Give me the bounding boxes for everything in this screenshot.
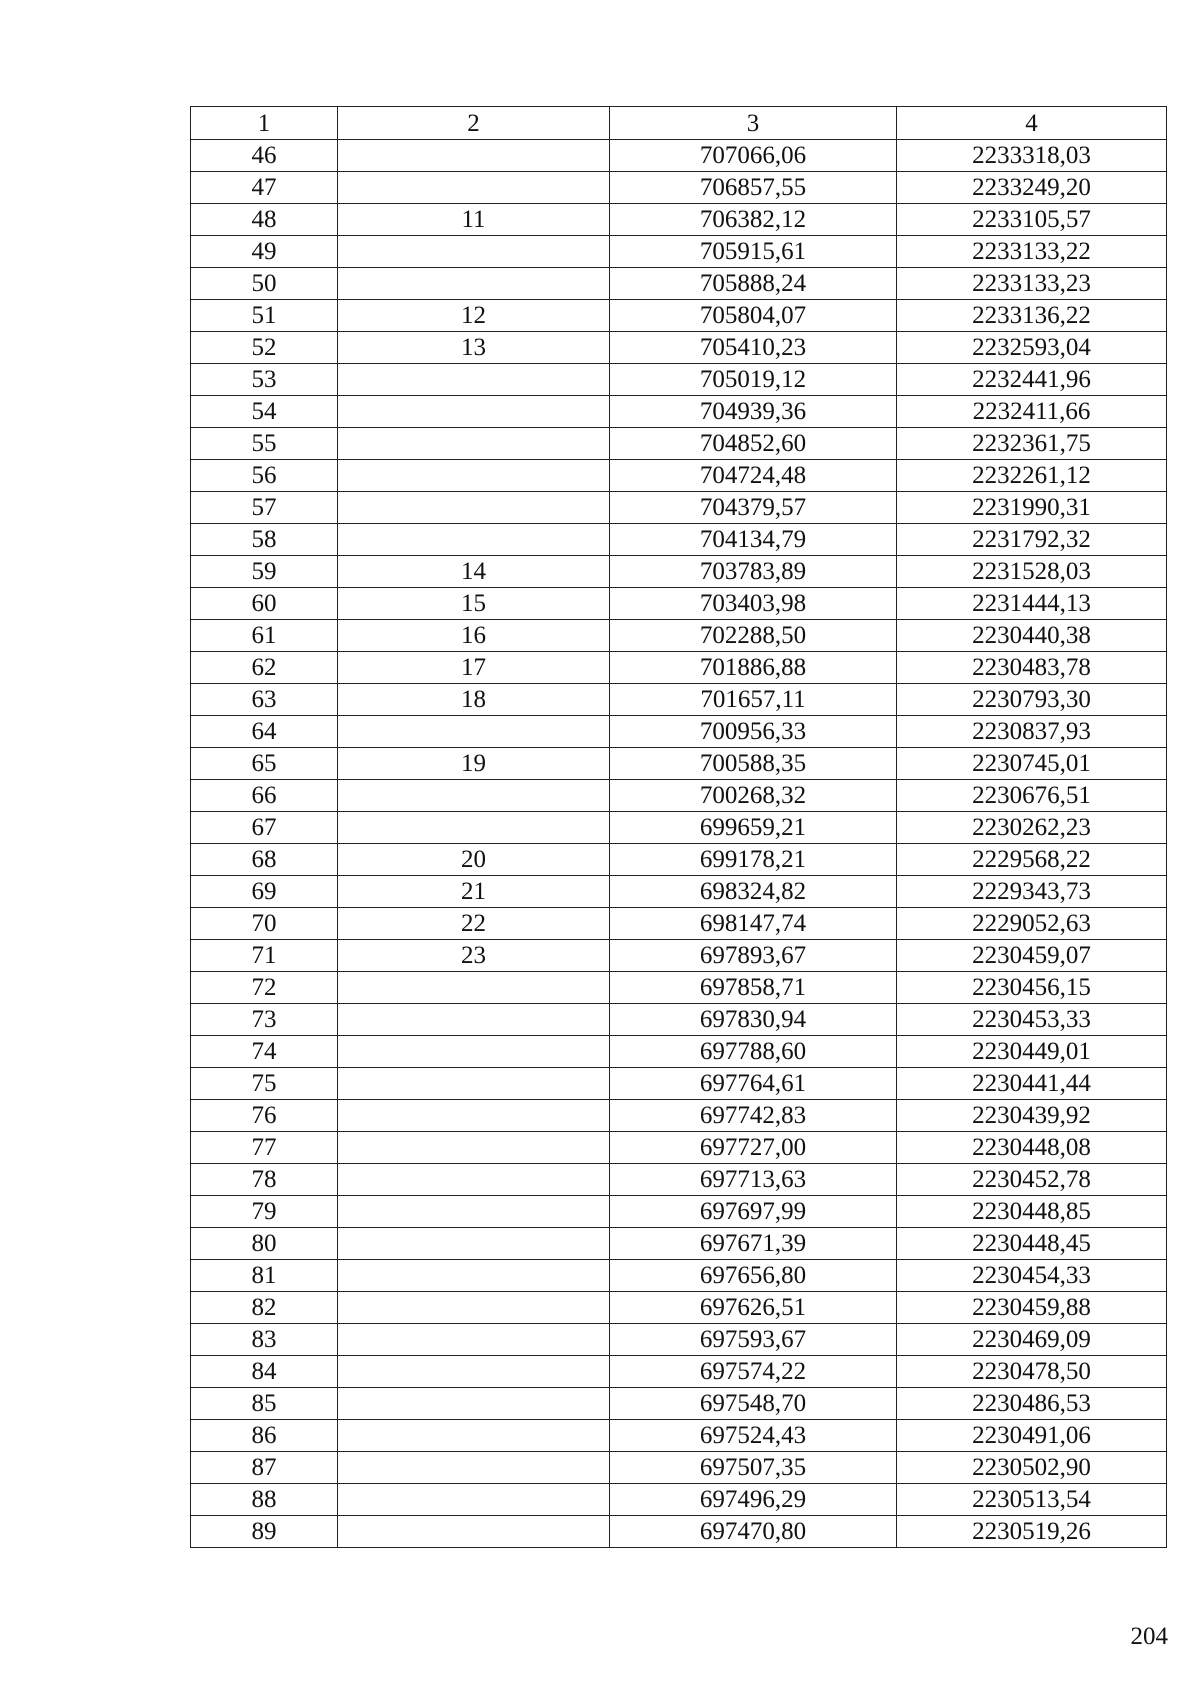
point-number-cell: 84 — [191, 1356, 338, 1388]
section-number-cell — [338, 1292, 610, 1324]
section-number-cell — [338, 1388, 610, 1420]
y-coordinate-cell: 2230676,51 — [897, 780, 1167, 812]
y-coordinate-cell: 2232261,12 — [897, 460, 1167, 492]
point-number-cell: 48 — [191, 204, 338, 236]
point-number-cell: 62 — [191, 652, 338, 684]
x-coordinate-cell: 704134,79 — [610, 524, 897, 556]
point-number-cell: 57 — [191, 492, 338, 524]
table-row — [191, 1164, 1167, 1196]
y-coordinate-cell: 2230459,88 — [897, 1292, 1167, 1324]
section-number-cell: 17 — [338, 652, 610, 684]
section-number-cell — [338, 364, 610, 396]
x-coordinate-cell: 697697,99 — [610, 1196, 897, 1228]
section-number-cell — [338, 1132, 610, 1164]
x-coordinate-cell: 703403,98 — [610, 588, 897, 620]
section-number-cell — [338, 1516, 610, 1548]
table-row — [191, 812, 1167, 844]
section-number-cell — [338, 172, 610, 204]
table-row — [191, 1228, 1167, 1260]
table-row — [191, 1292, 1167, 1324]
section-number-cell — [338, 1420, 610, 1452]
x-coordinate-cell: 697593,67 — [610, 1324, 897, 1356]
table-row — [191, 716, 1167, 748]
y-coordinate-cell: 2230454,33 — [897, 1260, 1167, 1292]
y-coordinate-cell: 2230456,15 — [897, 972, 1167, 1004]
point-number-cell: 60 — [191, 588, 338, 620]
table-row — [191, 844, 1167, 876]
section-number-cell — [338, 460, 610, 492]
point-number-cell: 50 — [191, 268, 338, 300]
table-row — [191, 780, 1167, 812]
table-row — [191, 492, 1167, 524]
table-row — [191, 1388, 1167, 1420]
y-coordinate-cell: 2230452,78 — [897, 1164, 1167, 1196]
x-coordinate-cell: 705804,07 — [610, 300, 897, 332]
section-number-cell: 11 — [338, 204, 610, 236]
section-number-cell — [338, 1004, 610, 1036]
table-row — [191, 1196, 1167, 1228]
table-row — [191, 620, 1167, 652]
y-coordinate-cell: 2232411,66 — [897, 396, 1167, 428]
y-coordinate-cell: 2233133,23 — [897, 268, 1167, 300]
point-number-cell: 66 — [191, 780, 338, 812]
point-number-cell: 74 — [191, 1036, 338, 1068]
table-row — [191, 460, 1167, 492]
y-coordinate-cell: 2229568,22 — [897, 844, 1167, 876]
section-number-cell: 20 — [338, 844, 610, 876]
page-number: 204 — [1130, 1623, 1168, 1650]
x-coordinate-cell: 697507,35 — [610, 1452, 897, 1484]
x-coordinate-cell: 697742,83 — [610, 1100, 897, 1132]
x-coordinate-cell: 699178,21 — [610, 844, 897, 876]
point-number-cell: 65 — [191, 748, 338, 780]
section-number-cell — [338, 1484, 610, 1516]
y-coordinate-cell: 2230519,26 — [897, 1516, 1167, 1548]
y-coordinate-cell: 2230483,78 — [897, 652, 1167, 684]
point-number-cell: 55 — [191, 428, 338, 460]
x-coordinate-cell: 705019,12 — [610, 364, 897, 396]
table-row — [191, 908, 1167, 940]
y-coordinate-cell: 2230459,07 — [897, 940, 1167, 972]
section-number-cell — [338, 1452, 610, 1484]
table-row — [191, 332, 1167, 364]
table-row — [191, 972, 1167, 1004]
y-coordinate-cell: 2233249,20 — [897, 172, 1167, 204]
section-number-cell — [338, 1036, 610, 1068]
section-number-cell — [338, 524, 610, 556]
point-number-cell: 63 — [191, 684, 338, 716]
table-row — [191, 652, 1167, 684]
y-coordinate-cell: 2233133,22 — [897, 236, 1167, 268]
x-coordinate-cell: 697626,51 — [610, 1292, 897, 1324]
table-row — [191, 268, 1167, 300]
x-coordinate-cell: 701657,11 — [610, 684, 897, 716]
point-number-cell: 56 — [191, 460, 338, 492]
section-number-cell — [338, 716, 610, 748]
table-header — [191, 107, 1167, 140]
section-number-cell: 21 — [338, 876, 610, 908]
y-coordinate-cell: 2230441,44 — [897, 1068, 1167, 1100]
y-coordinate-cell: 2230469,09 — [897, 1324, 1167, 1356]
y-coordinate-cell: 2230439,92 — [897, 1100, 1167, 1132]
table-row — [191, 748, 1167, 780]
point-number-cell: 72 — [191, 972, 338, 1004]
y-coordinate-cell: 2230448,45 — [897, 1228, 1167, 1260]
point-number-cell: 83 — [191, 1324, 338, 1356]
x-coordinate-cell: 697470,80 — [610, 1516, 897, 1548]
point-number-cell: 68 — [191, 844, 338, 876]
section-number-cell — [338, 1196, 610, 1228]
section-number-cell: 19 — [338, 748, 610, 780]
table-row — [191, 1420, 1167, 1452]
column-header-4: 4 — [897, 107, 1167, 140]
point-number-cell: 61 — [191, 620, 338, 652]
table-body — [191, 140, 1167, 1548]
x-coordinate-cell: 704852,60 — [610, 428, 897, 460]
table-row — [191, 588, 1167, 620]
point-number-cell: 59 — [191, 556, 338, 588]
point-number-cell: 78 — [191, 1164, 338, 1196]
point-number-cell: 69 — [191, 876, 338, 908]
point-number-cell: 77 — [191, 1132, 338, 1164]
column-header-2: 2 — [338, 107, 610, 140]
point-number-cell: 75 — [191, 1068, 338, 1100]
point-number-cell: 76 — [191, 1100, 338, 1132]
section-number-cell: 18 — [338, 684, 610, 716]
x-coordinate-cell: 705888,24 — [610, 268, 897, 300]
section-number-cell: 23 — [338, 940, 610, 972]
y-coordinate-cell: 2229343,73 — [897, 876, 1167, 908]
point-number-cell: 64 — [191, 716, 338, 748]
table-row — [191, 556, 1167, 588]
section-number-cell — [338, 812, 610, 844]
x-coordinate-cell: 697524,43 — [610, 1420, 897, 1452]
table-row — [191, 1004, 1167, 1036]
y-coordinate-cell: 2230478,50 — [897, 1356, 1167, 1388]
section-number-cell — [338, 1228, 610, 1260]
x-coordinate-cell: 707066,06 — [610, 140, 897, 172]
x-coordinate-cell: 697496,29 — [610, 1484, 897, 1516]
y-coordinate-cell: 2230745,01 — [897, 748, 1167, 780]
section-number-cell — [338, 396, 610, 428]
section-number-cell — [338, 780, 610, 812]
section-number-cell — [338, 268, 610, 300]
y-coordinate-cell: 2233318,03 — [897, 140, 1167, 172]
point-number-cell: 54 — [191, 396, 338, 428]
section-number-cell — [338, 428, 610, 460]
x-coordinate-cell: 700588,35 — [610, 748, 897, 780]
x-coordinate-cell: 697727,00 — [610, 1132, 897, 1164]
x-coordinate-cell: 697671,39 — [610, 1228, 897, 1260]
x-coordinate-cell: 698324,82 — [610, 876, 897, 908]
table-row — [191, 1356, 1167, 1388]
point-number-cell: 79 — [191, 1196, 338, 1228]
table-row — [191, 396, 1167, 428]
point-number-cell: 82 — [191, 1292, 338, 1324]
section-number-cell — [338, 492, 610, 524]
x-coordinate-cell: 704724,48 — [610, 460, 897, 492]
section-number-cell: 14 — [338, 556, 610, 588]
point-number-cell: 86 — [191, 1420, 338, 1452]
point-number-cell: 47 — [191, 172, 338, 204]
x-coordinate-cell: 697858,71 — [610, 972, 897, 1004]
table-row — [191, 204, 1167, 236]
section-number-cell: 22 — [338, 908, 610, 940]
section-number-cell — [338, 140, 610, 172]
table-row — [191, 940, 1167, 972]
section-number-cell — [338, 1164, 610, 1196]
y-coordinate-cell: 2231792,32 — [897, 524, 1167, 556]
table-row — [191, 300, 1167, 332]
y-coordinate-cell: 2230440,38 — [897, 620, 1167, 652]
y-coordinate-cell: 2230486,53 — [897, 1388, 1167, 1420]
x-coordinate-cell: 702288,50 — [610, 620, 897, 652]
table-row — [191, 1484, 1167, 1516]
column-header-3: 3 — [610, 107, 897, 140]
y-coordinate-cell: 2230449,01 — [897, 1036, 1167, 1068]
x-coordinate-cell: 697893,67 — [610, 940, 897, 972]
y-coordinate-cell: 2231528,03 — [897, 556, 1167, 588]
point-number-cell: 89 — [191, 1516, 338, 1548]
y-coordinate-cell: 2231444,13 — [897, 588, 1167, 620]
y-coordinate-cell: 2230448,08 — [897, 1132, 1167, 1164]
table-row — [191, 1516, 1167, 1548]
x-coordinate-cell: 700268,32 — [610, 780, 897, 812]
point-number-cell: 88 — [191, 1484, 338, 1516]
x-coordinate-cell: 697548,70 — [610, 1388, 897, 1420]
table-row — [191, 172, 1167, 204]
x-coordinate-cell: 700956,33 — [610, 716, 897, 748]
table-row — [191, 140, 1167, 172]
section-number-cell — [338, 1356, 610, 1388]
x-coordinate-cell: 703783,89 — [610, 556, 897, 588]
section-number-cell — [338, 972, 610, 1004]
coordinates-table — [190, 106, 1167, 1548]
x-coordinate-cell: 697788,60 — [610, 1036, 897, 1068]
section-number-cell — [338, 1324, 610, 1356]
y-coordinate-cell: 2233105,57 — [897, 204, 1167, 236]
table-row — [191, 364, 1167, 396]
x-coordinate-cell: 699659,21 — [610, 812, 897, 844]
x-coordinate-cell: 698147,74 — [610, 908, 897, 940]
y-coordinate-cell: 2233136,22 — [897, 300, 1167, 332]
table-row — [191, 1452, 1167, 1484]
x-coordinate-cell: 697574,22 — [610, 1356, 897, 1388]
point-number-cell: 81 — [191, 1260, 338, 1292]
point-number-cell: 80 — [191, 1228, 338, 1260]
section-number-cell — [338, 1260, 610, 1292]
y-coordinate-cell: 2230502,90 — [897, 1452, 1167, 1484]
x-coordinate-cell: 697656,80 — [610, 1260, 897, 1292]
y-coordinate-cell: 2230448,85 — [897, 1196, 1167, 1228]
point-number-cell: 67 — [191, 812, 338, 844]
y-coordinate-cell: 2229052,63 — [897, 908, 1167, 940]
table-row — [191, 1036, 1167, 1068]
x-coordinate-cell: 704379,57 — [610, 492, 897, 524]
y-coordinate-cell: 2230793,30 — [897, 684, 1167, 716]
section-number-cell: 12 — [338, 300, 610, 332]
table-row — [191, 876, 1167, 908]
y-coordinate-cell: 2230491,06 — [897, 1420, 1167, 1452]
x-coordinate-cell: 704939,36 — [610, 396, 897, 428]
table-row — [191, 428, 1167, 460]
x-coordinate-cell: 705915,61 — [610, 236, 897, 268]
table-row — [191, 524, 1167, 556]
point-number-cell: 53 — [191, 364, 338, 396]
x-coordinate-cell: 706857,55 — [610, 172, 897, 204]
y-coordinate-cell: 2230513,54 — [897, 1484, 1167, 1516]
x-coordinate-cell: 697764,61 — [610, 1068, 897, 1100]
section-number-cell: 13 — [338, 332, 610, 364]
y-coordinate-cell: 2230262,23 — [897, 812, 1167, 844]
section-number-cell — [338, 1100, 610, 1132]
table-row — [191, 1132, 1167, 1164]
x-coordinate-cell: 706382,12 — [610, 204, 897, 236]
table-row — [191, 1260, 1167, 1292]
table-row — [191, 684, 1167, 716]
section-number-cell: 16 — [338, 620, 610, 652]
point-number-cell: 46 — [191, 140, 338, 172]
x-coordinate-cell: 697830,94 — [610, 1004, 897, 1036]
point-number-cell: 51 — [191, 300, 338, 332]
x-coordinate-cell: 697713,63 — [610, 1164, 897, 1196]
x-coordinate-cell: 701886,88 — [610, 652, 897, 684]
x-coordinate-cell: 705410,23 — [610, 332, 897, 364]
column-header-1: 1 — [191, 107, 338, 140]
y-coordinate-cell: 2230453,33 — [897, 1004, 1167, 1036]
section-number-cell — [338, 1068, 610, 1100]
y-coordinate-cell: 2230837,93 — [897, 716, 1167, 748]
y-coordinate-cell: 2231990,31 — [897, 492, 1167, 524]
section-number-cell: 15 — [338, 588, 610, 620]
point-number-cell: 87 — [191, 1452, 338, 1484]
point-number-cell: 73 — [191, 1004, 338, 1036]
point-number-cell: 85 — [191, 1388, 338, 1420]
point-number-cell: 49 — [191, 236, 338, 268]
section-number-cell — [338, 236, 610, 268]
table-row — [191, 1100, 1167, 1132]
table-row — [191, 1068, 1167, 1100]
header-row — [191, 107, 1167, 140]
point-number-cell: 58 — [191, 524, 338, 556]
point-number-cell: 71 — [191, 940, 338, 972]
point-number-cell: 52 — [191, 332, 338, 364]
y-coordinate-cell: 2232441,96 — [897, 364, 1167, 396]
y-coordinate-cell: 2232361,75 — [897, 428, 1167, 460]
table-row — [191, 236, 1167, 268]
y-coordinate-cell: 2232593,04 — [897, 332, 1167, 364]
point-number-cell: 70 — [191, 908, 338, 940]
table-row — [191, 1324, 1167, 1356]
